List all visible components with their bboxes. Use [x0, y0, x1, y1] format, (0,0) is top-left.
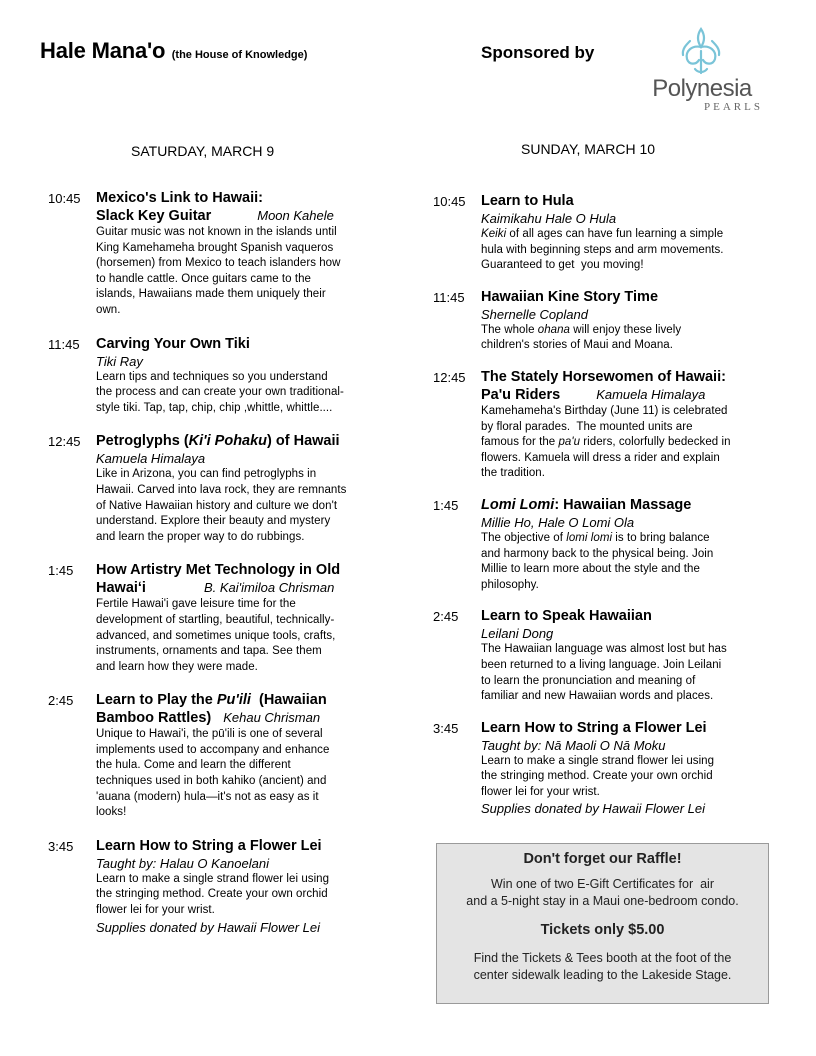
- desc-line: techniques used in both kahiko (ancient) and: [96, 775, 327, 788]
- desc-italic: pa'u: [558, 436, 581, 449]
- desc-line: the tradition.: [481, 467, 545, 480]
- title-part-italic: Lomi Lomi: [481, 496, 555, 513]
- event-title: Carving Your Own Tiki: [96, 335, 250, 352]
- event-time: 10:45: [433, 194, 466, 209]
- event-time: 12:45: [48, 434, 81, 450]
- event-sat-4: [48, 562, 388, 675]
- raffle-line: and a 5-night stay in a Maui one-bedroom condo.: [466, 894, 739, 908]
- event-description: [96, 872, 388, 919]
- desc-line: development of startling, beautiful, technically-: [96, 613, 335, 626]
- event-title: How Artistry Met Technology in Old: [96, 562, 341, 579]
- event-title-text: Bamboo Rattles): [96, 710, 212, 727]
- event-time: 12:45: [433, 369, 466, 385]
- event-sun-2: [433, 289, 778, 354]
- event-time: 3:45: [433, 720, 459, 736]
- event-presenter: B. Kai'imiloa Chrisman: [203, 580, 335, 596]
- event-sun-3: [433, 369, 778, 482]
- event-title: Mexico's Link to Hawaii:: [96, 190, 264, 206]
- sponsor-logo: [636, 25, 766, 117]
- event-sun-1: [433, 193, 778, 274]
- desc-line: 'auana (modern) hula—it's not as easy as it: [96, 790, 319, 803]
- desc-line: and learn the proper way to do rubbings.: [96, 530, 305, 543]
- event-time: 11:45: [433, 289, 465, 305]
- desc-line: hula with beginning steps and arm movements.: [481, 243, 724, 256]
- event-time: 10:45: [48, 191, 81, 206]
- desc-line: Guitar music was not known in the islands until: [96, 226, 337, 238]
- event-presenter: Taught by: Nā Maoli O Nā Moku: [481, 737, 666, 753]
- title-note: (the House of Knowledge): [171, 49, 308, 61]
- sunday-schedule: [433, 193, 778, 832]
- raffle-line: center sidewalk leading to the Lakeside Stage.: [473, 968, 732, 982]
- desc-line: understand. Explore their beauty and mystery: [96, 515, 331, 528]
- event-title-line2: [481, 386, 778, 404]
- event-presenter: Shernelle Copland: [481, 306, 588, 322]
- desc-line: Learn to make a single strand flower lei using: [96, 872, 330, 885]
- desc-line: flowers. Kamuela will dress a rider and explain: [481, 451, 720, 464]
- desc-line: Fertile Hawai'i gave leisure time for the: [96, 598, 296, 611]
- desc-text: is to bring balance: [612, 531, 710, 544]
- event-description: [481, 323, 778, 354]
- desc-line: [481, 323, 778, 339]
- desc-line: by floral parades. The mounted units are: [481, 420, 693, 433]
- desc-line: Unique to Hawai'i, the pū'ili is one of several: [96, 728, 323, 741]
- sunday-heading: SUNDAY, MARCH 10: [521, 141, 656, 157]
- event-title: Learn to Hula: [481, 193, 574, 209]
- raffle-line: Find the Tickets & Tees booth at the foot of the: [473, 951, 732, 965]
- event-sat-1: [48, 190, 388, 319]
- saturday-heading: SATURDAY, MARCH 9: [131, 143, 275, 159]
- title-part-italic: Ki'i Pohaku: [188, 433, 268, 450]
- desc-line: to handle cattle. Once guitars came to the: [96, 272, 311, 285]
- desc-line: flower lei for your wrist.: [481, 785, 600, 798]
- desc-text: The whole: [481, 323, 538, 336]
- raffle-box: [436, 843, 769, 1004]
- desc-line: Like in Arizona, you can find petroglyphs in: [96, 468, 317, 481]
- title-part: : Hawaiian Massage: [554, 496, 692, 513]
- desc-line: been returned to a living language. Join Leilani: [481, 658, 722, 671]
- event-title: [96, 433, 388, 450]
- desc-line: [481, 531, 778, 547]
- event-title: Learn to Speak Hawaiian: [481, 608, 652, 625]
- title-part-italic: Pu'ili: [216, 692, 251, 709]
- title-part: Petroglyphs (: [96, 433, 189, 450]
- desc-line: style tiki. Tap, tap, chip, chip ,whittle, whittle....: [96, 401, 333, 414]
- desc-line: the process and can create your own traditional-: [96, 386, 344, 399]
- desc-line: the hula. Come and learn the different: [96, 759, 291, 772]
- saturday-schedule: [48, 190, 388, 953]
- event-title: [481, 497, 778, 514]
- title-part: (Hawaiian: [250, 692, 327, 709]
- desc-italic: lomi lomi: [566, 531, 613, 544]
- event-description: [481, 642, 778, 704]
- event-title-line2: [96, 207, 388, 225]
- raffle-text: [437, 876, 768, 910]
- event-sat-3: [48, 433, 388, 545]
- desc-line: to learn the pronunciation and meaning of: [481, 674, 696, 687]
- event-presenter: Kamuela Himalaya: [96, 451, 206, 467]
- event-time: 11:45: [48, 336, 80, 352]
- desc-line: Guaranteed to get you moving!: [481, 259, 644, 272]
- event-supplies: Supplies donated by Hawaii Flower Lei: [481, 801, 706, 817]
- event-description: [96, 597, 388, 675]
- event-description: [96, 225, 388, 319]
- event-title-text: Pa'u Riders: [481, 386, 561, 403]
- event-presenter: Leilani Dong: [481, 626, 554, 642]
- desc-line: of Native Hawaiian history and culture we don't: [96, 499, 338, 512]
- desc-line: and learn how they were made.: [96, 660, 258, 673]
- desc-italic: Keiki: [481, 228, 507, 240]
- raffle-location: [437, 950, 768, 984]
- event-sun-6: [433, 720, 778, 818]
- title-part: ) of Hawaii: [267, 433, 340, 450]
- event-presenter: Tiki Ray: [96, 353, 143, 369]
- desc-line: the stringing method. Create your own orchid: [481, 770, 713, 783]
- event-sat-2: [48, 336, 388, 417]
- desc-line: Hawaii. Carved into lava rock, they are remnants: [96, 483, 347, 496]
- event-title-text: Hawaiʻi: [96, 580, 146, 597]
- event-description: [481, 404, 778, 482]
- desc-line: flower lei for your wrist.: [96, 904, 215, 917]
- desc-line: Kamehameha's Birthday (June 11) is celebrated: [481, 404, 728, 417]
- event-time: 2:45: [433, 609, 459, 625]
- event-title: The Stately Horsewomen of Hawaii:: [481, 368, 726, 385]
- raffle-heading: Don't forget our Raffle!: [523, 851, 682, 867]
- desc-text: riders, colorfully bedecked in: [580, 436, 731, 449]
- event-title-text: Slack Key Guitar: [96, 208, 212, 224]
- desc-line: Learn to make a single strand flower lei using: [481, 754, 715, 767]
- event-description: [481, 227, 778, 274]
- event-description: [481, 531, 778, 593]
- desc-line: looks!: [96, 806, 127, 819]
- event-sat-6: [48, 838, 388, 936]
- desc-italic: ohana: [537, 323, 570, 336]
- desc-line: philosophy.: [481, 578, 539, 591]
- event-presenter: Kaimikahu Hale O Hula: [481, 211, 617, 226]
- event-presenter: Kamuela Himalaya: [596, 386, 706, 402]
- event-time: 1:45: [433, 497, 459, 513]
- event-time: 2:45: [48, 693, 74, 709]
- event-description: [96, 727, 388, 821]
- event-sun-4: [433, 497, 778, 593]
- event-time: 1:45: [48, 563, 74, 579]
- desc-text: will enjoy these lively: [570, 323, 682, 336]
- desc-line: the stringing method. Create your own orchid: [96, 888, 328, 901]
- event-title: Hawaiian Kine Story Time: [481, 288, 659, 305]
- event-sat-5: [48, 692, 388, 821]
- desc-text: The objective of: [481, 531, 567, 544]
- logo-wordmark: Polynesia: [652, 75, 752, 102]
- event-supplies: Supplies donated by Hawaii Flower Lei: [96, 919, 321, 935]
- event-description: [96, 467, 388, 545]
- event-title: [96, 692, 388, 709]
- desc-line: familiar and new Hawaiian words and places.: [481, 690, 714, 703]
- event-title-line2: [96, 709, 388, 727]
- desc-line: [481, 435, 778, 451]
- title-part: Learn to Play the: [96, 692, 217, 709]
- event-presenter: Kehau Chrisman: [223, 710, 321, 726]
- desc-line: instruments, ornaments and tapa. See them: [96, 645, 322, 658]
- desc-line: Millie to learn more about the style and the: [481, 563, 700, 576]
- desc-line: islands, Hawaiians made them uniquely their: [96, 288, 326, 301]
- desc-line: (horsemen) from Mexico to teach islanders how: [96, 257, 341, 270]
- desc-line: implements used to accompany and enhance: [96, 743, 330, 756]
- event-presenter: Millie Ho, Hale O Lomi Ola: [481, 514, 635, 530]
- logo-subtext: PEARLS: [704, 101, 763, 113]
- desc-text: famous for the: [481, 436, 559, 449]
- desc-text: of all ages can have fun learning a simple: [506, 228, 724, 240]
- desc-line: advanced, and sometimes unique tools, crafts,: [96, 629, 336, 642]
- event-presenter: Taught by: Halau O Kanoelani: [96, 855, 269, 871]
- event-title: Learn How to String a Flower Lei: [96, 837, 322, 854]
- event-description: [96, 370, 388, 417]
- title-main: Hale Mana'o: [40, 38, 166, 63]
- raffle-tickets-price: Tickets only $5.00: [540, 922, 665, 938]
- event-title: Learn How to String a Flower Lei: [481, 719, 707, 736]
- sponsored-by-label: Sponsored by: [481, 43, 595, 62]
- desc-line: [481, 227, 778, 243]
- event-presenter: Moon Kahele: [257, 208, 334, 223]
- raffle-line: Win one of two E-Gift Certificates for air: [491, 877, 714, 891]
- page-title: [40, 38, 307, 64]
- desc-line: children's stories of Maui and Moana.: [481, 339, 673, 352]
- event-time: 3:45: [48, 838, 74, 854]
- desc-line: and harmony back to the physical being. Join: [481, 547, 714, 560]
- desc-line: The Hawaiian language was almost lost but has: [481, 643, 727, 656]
- event-sun-5: [433, 608, 778, 704]
- desc-line: King Kamehameha brought Spanish vaqueros: [96, 241, 334, 254]
- desc-line: Learn tips and techniques so you understand: [96, 370, 328, 383]
- desc-line: own.: [96, 303, 121, 316]
- pearl-shell-icon: [678, 25, 724, 77]
- event-title-line2: [96, 579, 388, 597]
- event-description: [481, 754, 778, 801]
